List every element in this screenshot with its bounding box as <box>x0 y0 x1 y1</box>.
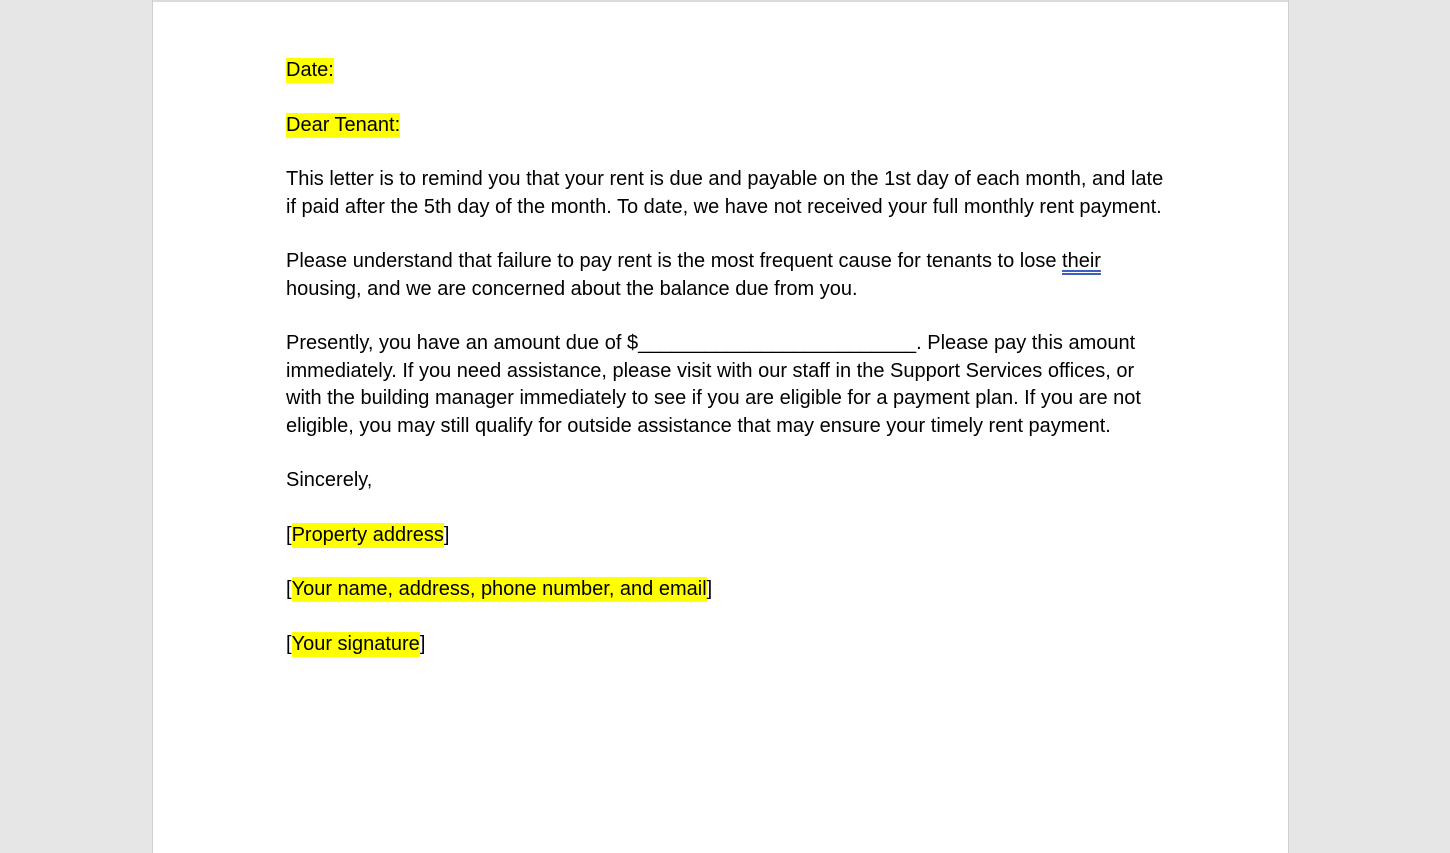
paragraph-concern[interactable] <box>286 248 1166 303</box>
open-bracket: [ <box>286 578 292 600</box>
paragraph-reminder[interactable]: This letter is to remind you that your rent is due and payable on the 1st day of each month, and late if paid after the 5th day of the month. To date, we have not received your full monthly rent payment. <box>286 168 1164 218</box>
property-address-line[interactable] <box>286 522 1166 550</box>
salutation-line[interactable] <box>286 112 1166 140</box>
open-bracket: [ <box>286 632 292 655</box>
open-bracket: [ <box>286 523 292 546</box>
contact-info-line[interactable] <box>286 576 1166 604</box>
paragraph-concern-start: Please understand that failure to pay rent is the most frequent cause for tenants to lose <box>286 250 1063 272</box>
spellcheck-flagged-word[interactable]: their <box>1062 250 1101 272</box>
closing-line[interactable]: Sincerely, <box>286 469 373 491</box>
signature-placeholder[interactable]: Your signature <box>291 632 420 655</box>
close-bracket: ] <box>419 632 426 655</box>
signature-line[interactable] <box>286 631 1166 659</box>
paragraph-concern-end: housing, and we are concerned about the balance due from you. <box>286 277 858 300</box>
document-page[interactable] <box>152 0 1289 853</box>
close-bracket: ] <box>706 578 713 600</box>
close-bracket: ] <box>443 523 450 546</box>
contact-info-placeholder[interactable]: Your name, address, phone number, and email <box>291 578 707 600</box>
paragraph-amount-due[interactable]: Presently, you have an amount due of $_________________________. Please pay this amount immediately. If you need assistance, please visit with our staff in the Support Services offices, or with the building manager immediately to see if you are eligible for a payment plan. If you are not eligible, you may still qualify for outside assistance that may ensure your timely rent payment. <box>286 332 1141 437</box>
date-label[interactable]: Date: <box>286 59 334 81</box>
page-top-edge <box>153 0 1288 2</box>
salutation[interactable]: Dear Tenant: <box>286 113 401 136</box>
date-line[interactable] <box>286 57 1166 85</box>
property-address-placeholder[interactable]: Property address <box>291 523 444 546</box>
letter-body[interactable] <box>286 57 1166 685</box>
